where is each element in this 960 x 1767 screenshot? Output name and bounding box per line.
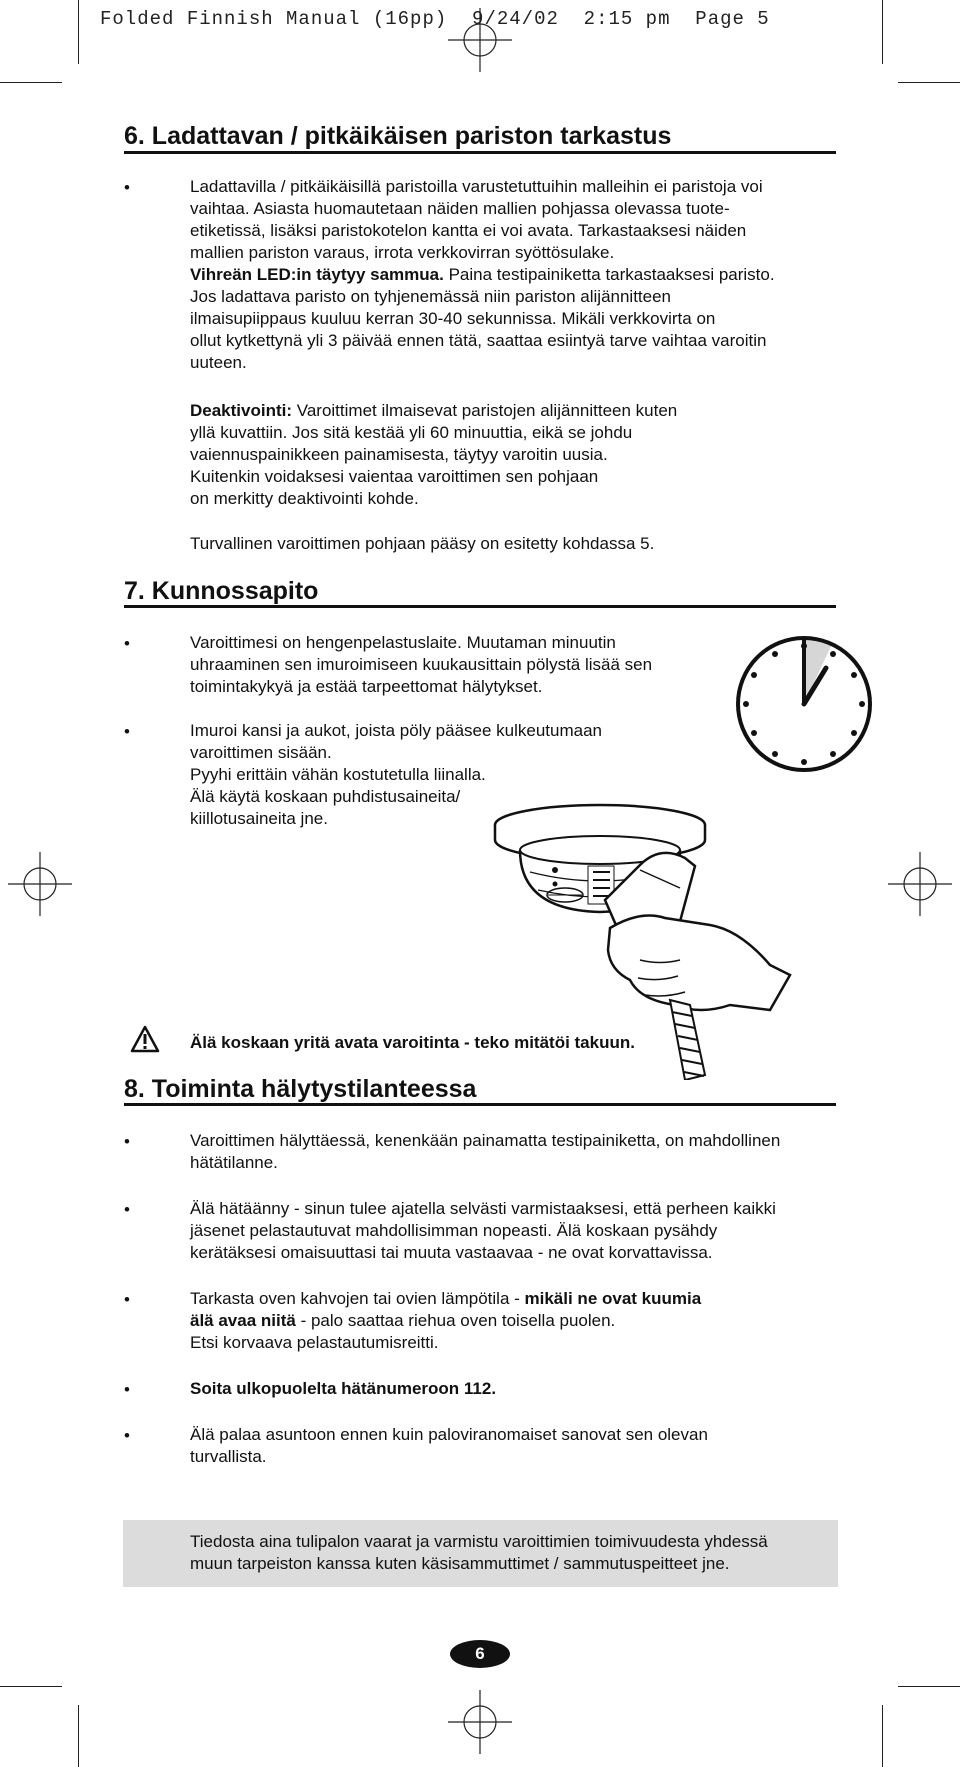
bullet-marker: • <box>124 178 130 197</box>
section-8-bullet-2 <box>190 1198 850 1264</box>
text-line: vaihtaa. Asiasta huomautetaan näiden mallien pohjassa olevassa tuote- <box>190 199 730 218</box>
text-line: etiketissä, lisäksi paristokotelon kantta ei voi avata. Tarkastaaksesi näiden <box>190 221 747 240</box>
text-line: Pyyhi erittäin vähän kostutetulla liinalla. <box>190 765 486 784</box>
warning-text: Älä koskaan yritä avata varoitinta - teko mitätöi takuun. <box>190 1033 635 1052</box>
section-7-heading: 7. Kunnossapito <box>124 577 319 605</box>
text-line: ilmaisupiippaus kuuluu kerran 30-40 sekunnissa. Mikäli verkkovirta on <box>190 309 716 328</box>
section-8-bullet-3 <box>190 1288 850 1354</box>
warning-triangle-icon <box>130 1025 160 1053</box>
b3-text: Tarkasta oven kahvojen tai ovien lämpötila - <box>190 1289 525 1308</box>
led-bold: Vihreän LED:in täytyy sammua. <box>190 265 444 284</box>
emergency-number: Soita ulkopuolelta hätänumeroon 112. <box>190 1379 497 1398</box>
section-7-bullet-2 <box>190 720 603 830</box>
text-line: vaiennuspainikkeen painamisesta, täytyy varoitin uusia. <box>190 445 608 464</box>
crop-mark <box>78 1705 79 1767</box>
deactivation-bold: Deaktivointi: <box>190 401 293 420</box>
registration-mark-bottom <box>448 1690 512 1754</box>
text-line: yllä kuvattiin. Jos sitä kestää yli 60 minuuttia, eikä se johdu <box>190 423 633 442</box>
section-8-bullet-1 <box>190 1130 850 1174</box>
registration-mark-top <box>448 8 512 72</box>
led-rest: Paina testipainiketta tarkastaaksesi paristo. <box>443 265 775 284</box>
section-8-heading: 8. Toiminta hälytystilanteessa <box>124 1075 477 1103</box>
text-line: toimintakykyä ja estää tarpeettomat hälytykset. <box>190 677 543 696</box>
crop-mark <box>898 82 960 83</box>
text-line: Varoittimen hälyttäessä, kenenkään painamatta testipainiketta, on mahdollinen <box>190 1131 781 1150</box>
bullet-marker: • <box>124 1380 130 1399</box>
section-6-heading: 6. Ladattavan / pitkäikäisen pariston tarkastus <box>124 122 672 150</box>
text-line: Jos ladattava paristo on tyhjenemässä niin pariston alijännitteen <box>190 287 672 306</box>
text-line: Imuroi kansi ja aukot, joista pöly pääsee kulkeutumaan <box>190 721 603 740</box>
b3-text-2: - palo saattaa riehua oven toisella puolen. <box>295 1311 616 1330</box>
bullet-marker: • <box>124 1290 130 1309</box>
crop-mark <box>882 0 883 64</box>
text-line <box>190 1310 850 1332</box>
b3-bold: mikäli ne ovat kuumia <box>524 1289 702 1308</box>
text-line: kiillotusaineita jne. <box>190 809 328 828</box>
crop-mark <box>0 1686 62 1687</box>
section-6-rule <box>124 151 836 154</box>
text-line: turvallista. <box>190 1447 267 1466</box>
b3-bold-2: älä avaa niitä <box>190 1311 296 1330</box>
section-8-rule <box>124 1103 836 1106</box>
text-line: mallien pariston varaus, irrota verkkovirran syöttösulake. <box>190 243 615 262</box>
section-6-paragraph <box>190 176 850 374</box>
crop-mark <box>0 82 62 83</box>
print-slug: Folded Finnish Manual (16pp) 9/24/02 2:15 pm Page 5 <box>100 8 770 30</box>
bullet-marker: • <box>124 1132 130 1151</box>
text-line: hätätilanne. <box>190 1153 278 1172</box>
text-line <box>190 1288 850 1310</box>
bullet-marker: • <box>124 634 130 653</box>
text-line: Kuitenkin voidaksesi vaientaa varoittimen sen pohjaan <box>190 467 599 486</box>
text-line: Tiedosta aina tulipalon vaarat ja varmistu varoittimien toimivuudesta yhdessä <box>190 1532 768 1551</box>
page-number: 6 <box>450 1640 510 1668</box>
crop-mark <box>882 1705 883 1767</box>
text-line: Ladattavilla / pitkäikäisillä paristoilla varustetuttuihin malleihin ei paristoja voi <box>190 177 763 196</box>
bullet-marker: • <box>124 1200 130 1219</box>
section-7-rule <box>124 605 836 608</box>
bullet-marker: • <box>124 1426 130 1445</box>
deactivation-line <box>190 400 850 422</box>
clock-icon <box>728 628 880 780</box>
text-line: Etsi korvaava pelastautumisreitti. <box>190 1333 439 1352</box>
text-line: jäsenet pelastautuvat mahdollisimman nopeasti. Älä koskaan pysähdy <box>190 1221 718 1240</box>
deactivation-rest: Varoittimet ilmaisevat paristojen alijännitteen kuten <box>292 401 678 420</box>
registration-mark-left <box>8 852 72 916</box>
section-7-bullet-1 <box>190 632 710 698</box>
crop-mark <box>78 0 79 64</box>
text-line: ollut kytkettynä yli 3 päivää ennen tätä, saattaa esiintyä tarve vaihtaa varoitin <box>190 331 767 350</box>
section-8-bullet-5 <box>190 1424 850 1468</box>
text-line: Älä hätäänny - sinun tulee ajatella selvästi varmistaaksesi, että perheen kaikki <box>190 1199 776 1218</box>
bullet-marker: • <box>124 722 130 741</box>
registration-mark-right <box>888 852 952 916</box>
led-line <box>190 264 850 286</box>
text-line: Älä palaa asuntoon ennen kuin paloviranomaiset sanovat sen olevan <box>190 1425 708 1444</box>
text-line: varoittimen sisään. <box>190 743 332 762</box>
text-line: muun tarpeiston kanssa kuten käsisammuttimet / sammutuspeitteet jne. <box>190 1554 730 1573</box>
crop-mark <box>898 1686 960 1687</box>
text-line: on merkitty deaktivointi kohde. <box>190 489 419 508</box>
safe-access-text: Turvallinen varoittimen pohjaan pääsy on esitetty kohdassa 5. <box>190 534 655 553</box>
text-line: Varoittimesi on hengenpelastuslaite. Muutaman minuutin <box>190 633 616 652</box>
text-line: uhraaminen sen imuroimiseen kuukausittain pölystä lisää sen <box>190 655 653 674</box>
text-line: uuteen. <box>190 353 247 372</box>
text-line: Älä käytä koskaan puhdistusaineita/ <box>190 787 461 806</box>
note-text <box>190 1531 830 1575</box>
text-line: kerätäksesi omaisuuttasi tai muuta vastaavaa - ne ovat korvattavissa. <box>190 1243 713 1262</box>
deactivation-paragraph <box>190 400 850 510</box>
